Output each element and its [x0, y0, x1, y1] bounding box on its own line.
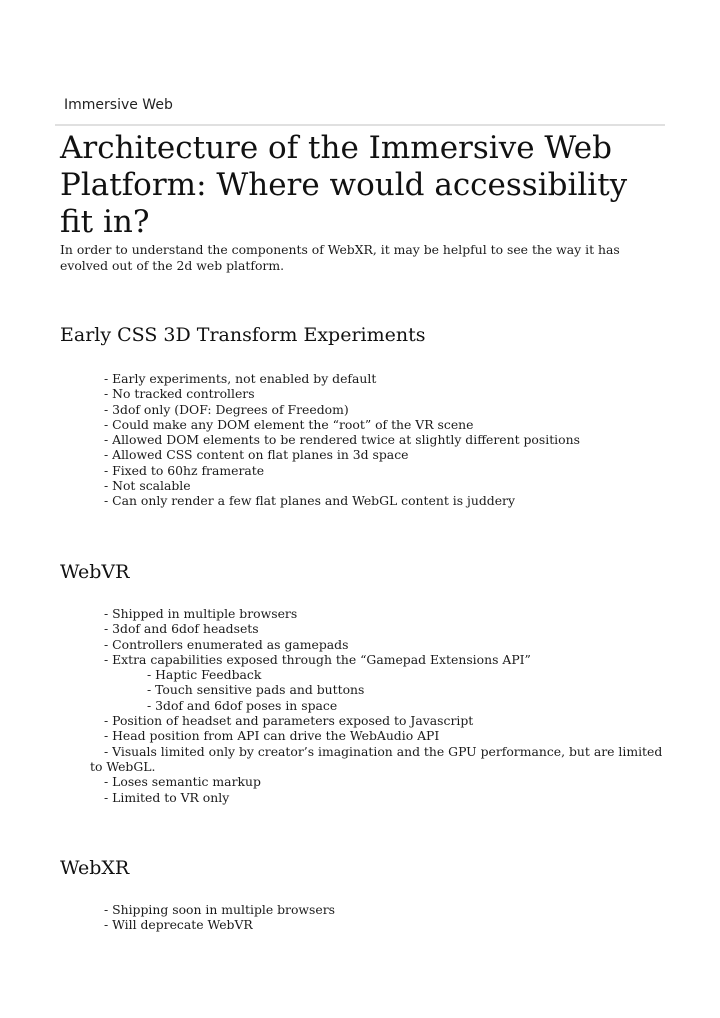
list-item: - Limited to VR only — [104, 789, 230, 805]
site-name: Immersive Web — [64, 97, 173, 113]
list-item: - Early experiments, not enabled by default — [104, 371, 377, 386]
list-item: - Can only render a few flat planes and WebGL content is juddery — [104, 493, 515, 509]
list-item: - Not scalable — [104, 478, 191, 494]
list-item: - Controllers enumerated as gamepads — [104, 636, 349, 652]
list-subitem: - 3dof and 6dof poses in space — [147, 697, 338, 713]
section-heading-webvr: WebVR — [60, 561, 130, 583]
list-item: - Shipped in multiple browsers — [104, 606, 298, 621]
site-header — [55, 96, 665, 126]
list-item: - Could make any DOM element the “root” of the VR scene — [104, 416, 474, 432]
list-subitem: - Touch sensitive pads and buttons — [147, 682, 365, 698]
list-subitem: - Haptic Feedback — [147, 667, 262, 683]
section-list-css3d — [104, 371, 664, 509]
section-heading-css3d: Early CSS 3D Transform Experiments — [60, 324, 426, 346]
section-heading-webxr: WebXR — [60, 857, 130, 879]
list-item: - Will deprecate WebVR — [104, 917, 253, 933]
list-item: - Allowed CSS content on flat planes in 3d space — [104, 447, 409, 463]
list-item: - Position of headset and parameters exposed to Javascript — [104, 713, 474, 729]
section-list-webxr — [104, 902, 664, 933]
list-item: - Head position from API can drive the WebAudio API — [104, 728, 440, 744]
list-item: - Allowed DOM elements to be rendered twice at slightly different positions — [104, 432, 580, 448]
list-item: - No tracked controllers — [104, 386, 255, 402]
list-item: - Fixed to 60hz framerate — [104, 462, 265, 478]
list-item: - 3dof only (DOF: Degrees of Freedom) — [104, 401, 349, 417]
section-list-webvr — [90, 606, 664, 805]
intro-paragraph: In order to understand the components of WebXR, it may be helpful to see the way it has evolved out of the 2d web platform. — [60, 242, 620, 273]
list-item: - Loses semantic markup — [104, 774, 261, 790]
list-item: - Shipping soon in multiple browsers — [104, 902, 336, 917]
list-item: - Visuals limited only by creator’s imagination and the GPU performance, but are limited to WebGL. — [90, 743, 663, 774]
list-item: - Extra capabilities exposed through the “Gamepad Extensions API” — [104, 651, 531, 667]
list-item: - 3dof and 6dof headsets — [104, 621, 259, 637]
page-title: Architecture of the Immersive Web Platform: Where would accessibility fit in? — [60, 130, 628, 240]
